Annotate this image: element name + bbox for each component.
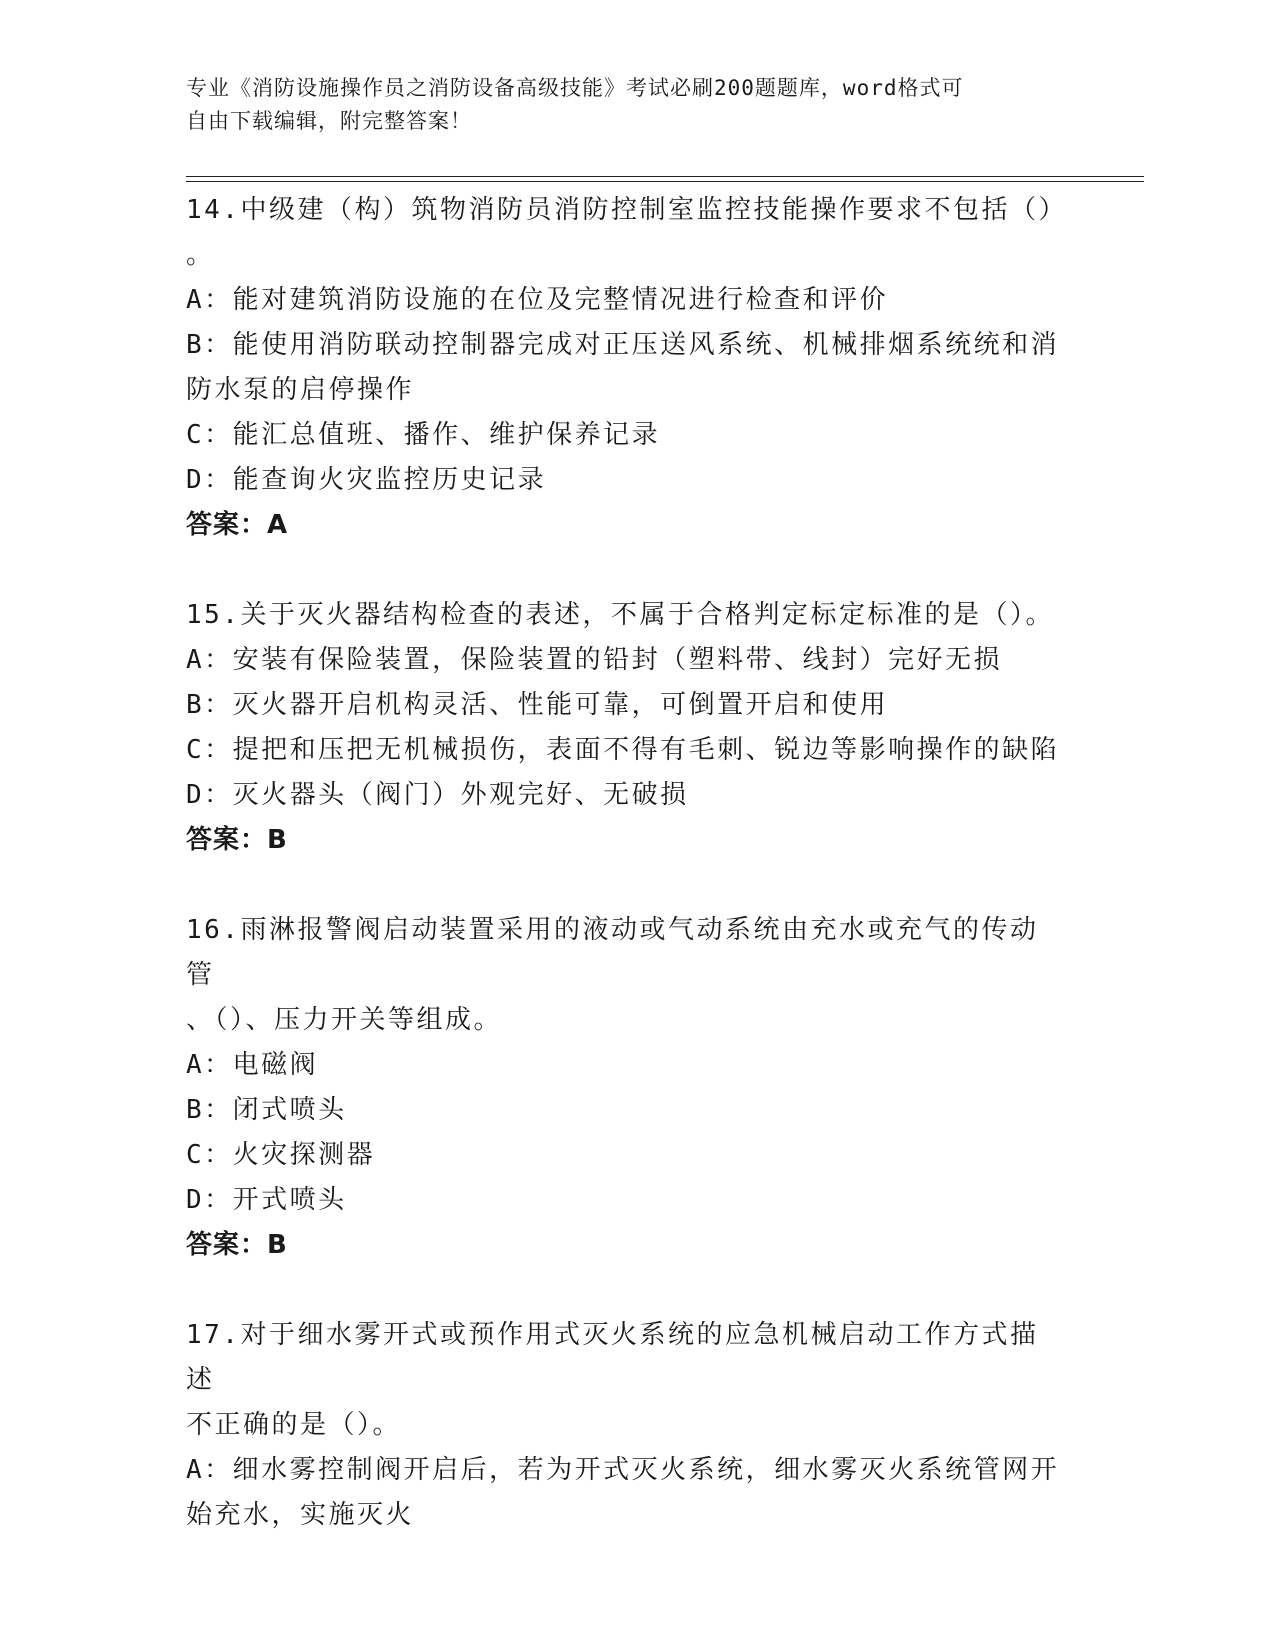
answer-option: B：能使用消防联动控制器完成对正压送风系统、机械排烟系统统和消 [186, 330, 1060, 360]
question-block [186, 593, 1066, 863]
question-stem: 。 [186, 240, 215, 270]
question-stem: 16.雨淋报警阀启动装置采用的液动或气动系统由充水或充气的传动管 [186, 915, 1039, 990]
question-block [186, 908, 1066, 1268]
answer-option: B：闭式喷头 [186, 1095, 347, 1125]
question-stem: 14.中级建（构）筑物消防员消防控制室监控技能操作要求不包括（） [186, 195, 1067, 225]
answer-option: D：开式喷头 [186, 1185, 347, 1215]
question-stem: 17.对于细水雾开式或预作用式灭火系统的应急机械启动工作方式描述 [186, 1320, 1039, 1395]
question-stem: 不正确的是（）。 [186, 1410, 402, 1440]
question-block [186, 1313, 1066, 1538]
answer-option: 始充水，实施灭火 [186, 1500, 415, 1530]
document-header [186, 72, 1066, 138]
answer-option: A：电磁阀 [186, 1050, 319, 1080]
answer-option: A：细水雾控制阀开启后，若为开式灭火系统，细水雾灭火系统管网开 [186, 1455, 1060, 1485]
answer-option: C：能汇总值班、播作、维护保养记录 [186, 420, 661, 450]
question-list [186, 188, 1066, 1538]
header-line: 专业《消防设施操作员之消防设备高级技能》考试必刷200题题库，word格式可 [186, 76, 964, 100]
answer-option: D：灭火器头（阀门）外观完好、无破损 [186, 780, 689, 810]
question-block [186, 188, 1066, 548]
header-divider [186, 181, 1144, 182]
answer-option: A：能对建筑消防设施的在位及完整情况进行检查和评价 [186, 285, 889, 315]
question-stem: 、（）、压力开关等组成。 [186, 1005, 503, 1035]
answer-key: 答案：A [186, 510, 289, 540]
question-stem: 15.关于灭火器结构检查的表述，不属于合格判定标定标准的是（）。 [186, 600, 1054, 630]
answer-key: 答案：B [186, 825, 288, 855]
answer-option: D：能查询火灾监控历史记录 [186, 465, 547, 495]
header-divider [186, 176, 1144, 177]
answer-option: C：火灾探测器 [186, 1140, 376, 1170]
header-line: 自由下载编辑，附完整答案！ [186, 109, 472, 133]
answer-key: 答案：B [186, 1230, 288, 1260]
answer-option: B：灭火器开启机构灵活、性能可靠，可倒置开启和使用 [186, 690, 889, 720]
answer-option: A：安装有保险装置，保险装置的铅封（塑料带、线封）完好无损 [186, 645, 1003, 675]
answer-option: 防水泵的启停操作 [186, 375, 415, 405]
answer-option: C：提把和压把无机械损伤，表面不得有毛刺、锐边等影响操作的缺陷 [186, 735, 1060, 765]
